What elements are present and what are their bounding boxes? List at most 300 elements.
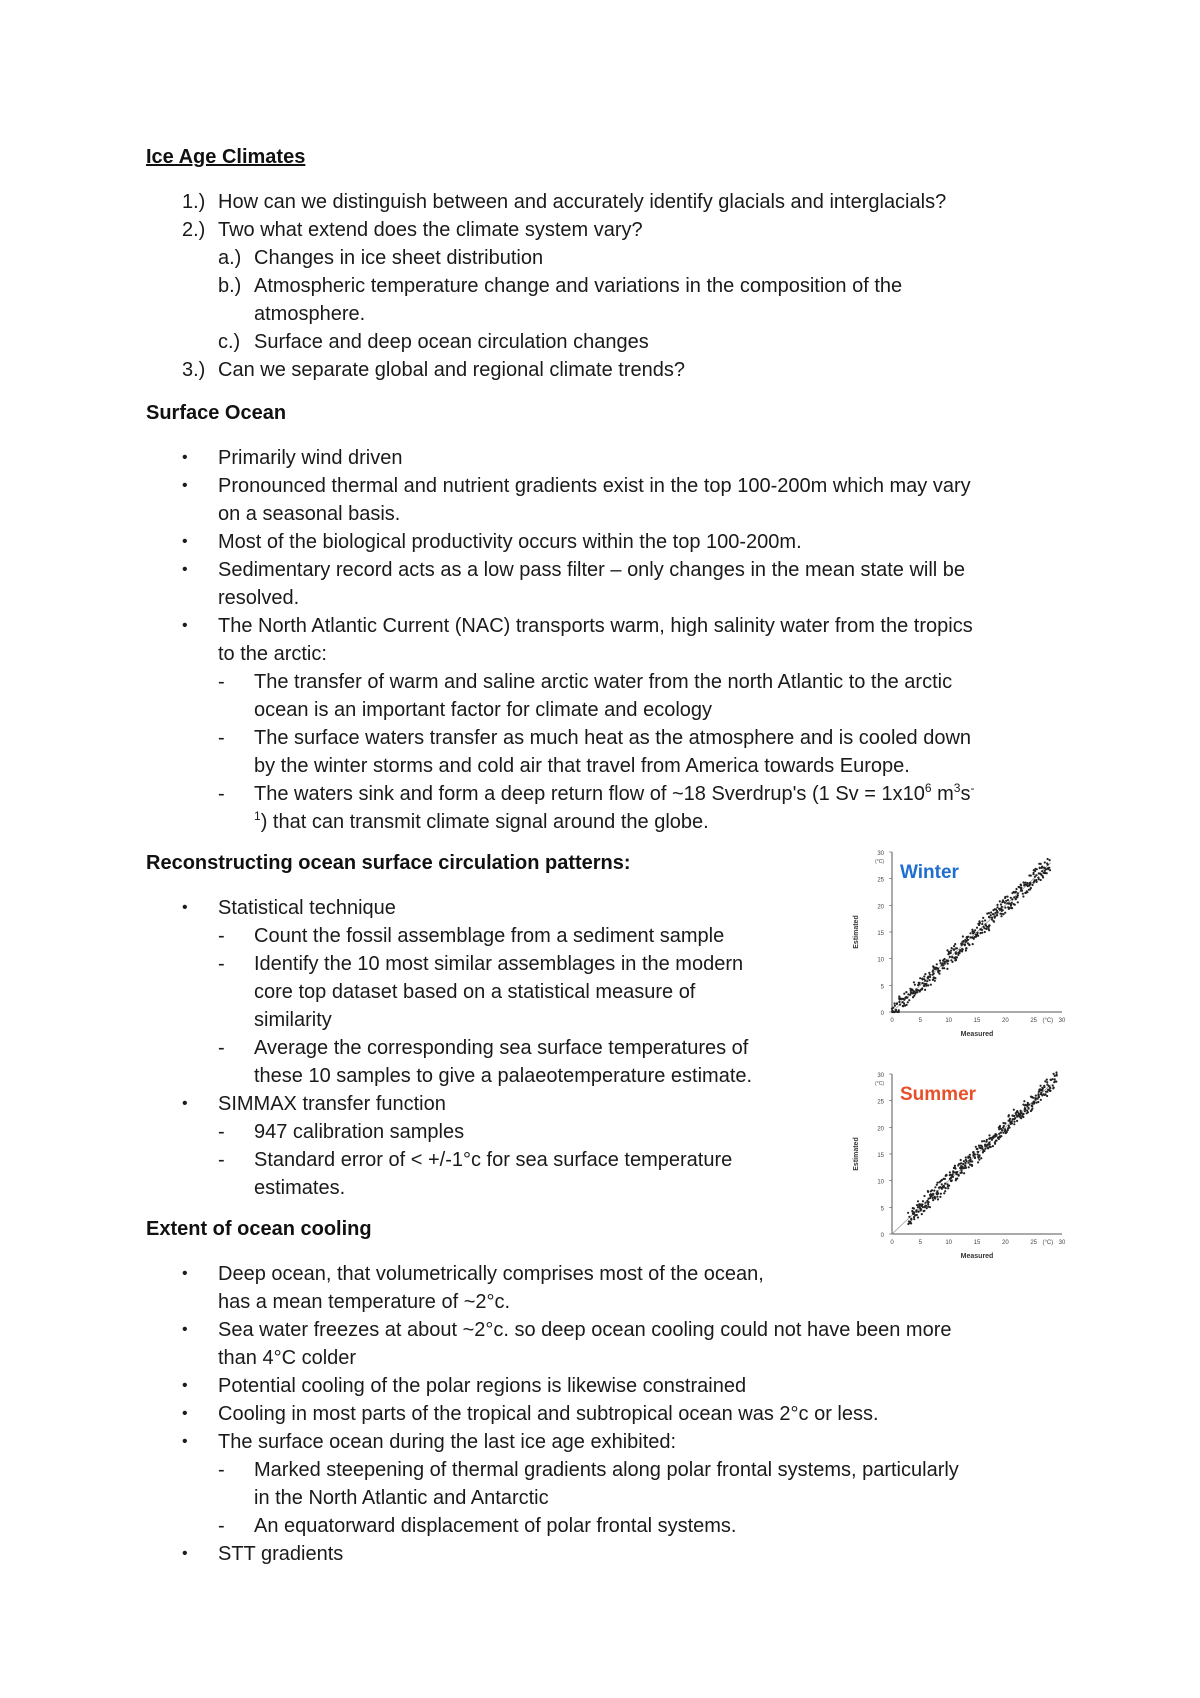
scatter-point xyxy=(947,1187,949,1189)
scatter-point xyxy=(932,1197,934,1199)
scatter-point xyxy=(920,1208,922,1210)
scatter-point xyxy=(1002,1132,1004,1134)
scatter-point xyxy=(907,1001,909,1003)
scatter-point xyxy=(919,977,921,979)
scatter-point xyxy=(1056,1074,1058,1076)
scatter-point xyxy=(990,911,992,913)
scatter-point xyxy=(947,963,949,965)
scatter-point xyxy=(944,1178,946,1180)
scatter-point xyxy=(973,931,975,933)
scatter-point xyxy=(916,991,918,993)
scatter-point xyxy=(1006,896,1008,898)
scatter-point xyxy=(936,1190,938,1192)
scatter-point xyxy=(978,920,980,922)
scatter-point xyxy=(976,1148,978,1150)
scatter-point xyxy=(1003,1125,1005,1127)
scatter-point xyxy=(934,1186,936,1188)
scatter-point xyxy=(968,1162,970,1164)
scatter-point xyxy=(992,1145,994,1147)
scatter-point xyxy=(942,962,944,964)
scatter-point xyxy=(951,956,953,958)
scatter-point xyxy=(917,1206,919,1208)
scatter-point xyxy=(988,924,990,926)
scatter-point xyxy=(990,1146,992,1148)
scatter-point xyxy=(903,1004,905,1006)
scatter-point xyxy=(907,1212,909,1214)
scatter-point xyxy=(1011,902,1013,904)
scatter-point xyxy=(1030,1096,1032,1098)
scatter-point xyxy=(939,1196,941,1198)
scatter-point xyxy=(1022,893,1024,895)
scatter-point xyxy=(965,1167,967,1169)
scatter-point xyxy=(903,1002,905,1004)
scatter-point xyxy=(1054,1078,1056,1080)
scatter-point xyxy=(996,906,998,908)
scatter-point xyxy=(994,1143,996,1145)
scatter-point xyxy=(1016,1116,1018,1118)
scatter-point xyxy=(1016,1120,1018,1122)
scatter-point xyxy=(1030,887,1032,889)
scatter-point xyxy=(941,1183,943,1185)
scatter-point xyxy=(994,917,996,919)
scatter-point xyxy=(1014,904,1016,906)
y-tick-label: 20 xyxy=(877,904,884,911)
scatter-point xyxy=(929,976,931,978)
scatter-point xyxy=(1044,1093,1046,1095)
scatter-point xyxy=(995,1140,997,1142)
scatter-point xyxy=(924,973,926,975)
scatter-point xyxy=(999,900,1001,902)
scatter-point xyxy=(893,1011,895,1013)
scatter-point xyxy=(912,1211,914,1213)
scatter-point xyxy=(1033,1101,1035,1103)
x-tick-label: 5 xyxy=(918,1018,923,1024)
scatter-point xyxy=(1023,1100,1025,1102)
scatter-point xyxy=(932,1199,934,1201)
scatter-point xyxy=(955,951,957,953)
scatter-point xyxy=(985,928,987,930)
scatter-point xyxy=(913,1218,915,1220)
scatter-point xyxy=(988,1134,990,1136)
scatter-point xyxy=(1044,861,1046,863)
scatter-point xyxy=(961,1172,963,1174)
scatter-point xyxy=(965,949,967,951)
scatter-point xyxy=(952,1176,954,1178)
scatter-point xyxy=(1004,902,1006,904)
scatter-point xyxy=(940,962,942,964)
scatter-point xyxy=(1010,897,1012,899)
scatter-point xyxy=(1007,1115,1009,1117)
scatter-point xyxy=(1032,873,1034,875)
scatter-point xyxy=(977,1153,979,1155)
scatter-point xyxy=(922,1206,924,1208)
scatter-point xyxy=(1004,1128,1006,1130)
scatter-point xyxy=(971,1165,973,1167)
scatter-point xyxy=(1004,896,1006,898)
y-tick-label: 15 xyxy=(877,931,884,937)
scatter-point xyxy=(960,1159,962,1161)
scatter-point xyxy=(1040,1099,1042,1101)
scatter-plot-summer xyxy=(846,1068,1092,1282)
x-tick-label: 0 xyxy=(890,1240,894,1246)
scatter-point xyxy=(995,1134,997,1136)
y-tick-label: 5 xyxy=(880,1206,884,1213)
scatter-point xyxy=(916,1204,918,1206)
scatter-point xyxy=(979,1154,981,1156)
scatter-point xyxy=(951,947,953,949)
scatter-point xyxy=(1002,913,1004,915)
document-page: Ice Age Climates 1.) How can we distinguish between and accurately identify glacials and interglacials? 2.) Two what extend does the climate system vary? a.) Changes in ice sheet distribution b.) Atmospheric temperature change and variations in the composition of the atmosphere. c.) Surface and deep ocean circulation changes 3.) Can we separate global and regional climate trends? Surface Ocean • Primarily wind driven • Pronounced thermal and nutrient gradients exist in the top 100-200m which may vary on a seasonal basis. • Most of the biological productivity occurs within the top 100-200m. • Sedimentary record acts as a low pass filter – only changes in the mean state will be resolved. • The North Atlantic Current (NAC) transports warm, high salinity water from the tropics to the arctic: - The transfer of warm and saline arctic water from the north Atlantic to the arctic ocean is an important factor for climate and ecology - The surface waters transfer as much heat as the atmosphere and is cooled down by the winter storms and cold air that travel from America towards Europe. - The waters sink and form a deep return flow of ~18 Sverdrup's (1 $Sv = 1x10^6$ $m^3s^-$ $^1$) that can transmit climate signal around the globe. Reconstructing ocean surface circulation patterns: • Statistical technique - Count the fossil assemblage from a sediment sample - Identify the 10 most similar assemblages in the modern core top dataset based on a statistical measure of similarity - Average the corresponding sea surface temperatures of these 10 samples to give a palaeotemperature estimate. • SIMMAX transfer function - 947 calibration samples - Standard error of < +/-1°c for sea surface temperature estimates. Extent of ocean cooling • Deep ocean, that volumetrically comprises most of the ocean, has a mean temperature of ~2°c. • Sea water freezes at about ~2°c. so deep ocean cooling could not have been more than 4°C colder • Potential cooling of the polar regions is likewise constrained • Cooling in most parts of the tropical and subtropical ocean was 2°c or less. • The surface ocean during the last ice age exhibited: - Marked steepening of thermal gradients along polar frontal systems, particularly in the North Atlantic and Antarctic - An equatorward displacement of polar frontal systems. • STT gradients 30 25 20 15 10 5 0 (°C) 0 5 10 15 20 25 (°C) 30 Measured Estimated Winter 30 25 20 15 10 5 0 (°C) 0 5 10 15 20 25 (°C) 30 Measured Estimated Summer xyxy=(0,0,1200,1698)
scatter-point xyxy=(990,914,992,916)
x-axis-title: Measured xyxy=(960,1253,994,1260)
scatter-point xyxy=(976,927,978,929)
scatter-point xyxy=(989,1144,991,1146)
scatter-point xyxy=(1001,910,1003,912)
x-tick-label: 5 xyxy=(918,1240,923,1246)
scatter-point xyxy=(965,1159,967,1161)
scatter-point xyxy=(1013,1121,1015,1123)
x-tick-label: 15 xyxy=(973,1240,981,1246)
scatter-point xyxy=(996,914,998,916)
y-tick-label: 25 xyxy=(877,877,884,884)
scatter-point xyxy=(1017,892,1019,894)
x-tick-label: 30 xyxy=(1058,1240,1066,1246)
scatter-point xyxy=(909,988,911,990)
y-tick-label: 5 xyxy=(880,984,884,991)
x-tick-label: (°C) xyxy=(1042,1240,1054,1246)
scatter-point xyxy=(960,1169,962,1171)
y-tick-label: 30 xyxy=(877,851,884,857)
scatter-point xyxy=(1046,872,1048,874)
scatter-point xyxy=(1035,1102,1037,1104)
scatter-point xyxy=(1015,891,1017,893)
scatter-point xyxy=(957,1164,959,1166)
scatter-point xyxy=(989,916,991,918)
scatter-point xyxy=(1055,1071,1057,1073)
scatter-point xyxy=(913,981,915,983)
scatter-point xyxy=(1011,898,1013,900)
x-tick-label: 10 xyxy=(945,1240,953,1246)
scatter-point xyxy=(980,1157,982,1159)
scatter-point xyxy=(934,1196,936,1198)
scatter-point xyxy=(939,960,941,962)
scatter-point xyxy=(981,920,983,922)
scatter-point xyxy=(984,923,986,925)
scatter-point xyxy=(1035,879,1037,881)
scatter-point xyxy=(1035,874,1037,876)
scatter-point xyxy=(921,978,923,980)
scatter-point xyxy=(988,912,990,914)
scatter-point xyxy=(956,947,958,949)
scatter-point xyxy=(1010,905,1012,907)
scatter-point xyxy=(978,1159,980,1161)
scatter-point xyxy=(1013,896,1015,898)
scatter-point xyxy=(990,1137,992,1139)
scatter-point xyxy=(899,1004,901,1006)
scatter-point xyxy=(1040,879,1042,881)
scatter-point xyxy=(975,1146,977,1148)
scatter-point xyxy=(917,1200,919,1202)
y-axis-title: Estimated xyxy=(853,1137,860,1171)
scatter-point xyxy=(946,1183,948,1185)
scatter-point xyxy=(1004,907,1006,909)
scatter-point xyxy=(1053,1087,1055,1089)
scatter-point xyxy=(923,985,925,987)
scatter-point xyxy=(977,1151,979,1153)
scatter-point xyxy=(963,1172,965,1174)
scatter-point xyxy=(1048,867,1050,869)
scatter-point xyxy=(950,952,952,954)
scatter-point xyxy=(915,1211,917,1213)
scatter-point xyxy=(965,947,967,949)
scatter-point xyxy=(1020,884,1022,886)
scatter-point xyxy=(934,980,936,982)
scatter-point xyxy=(981,923,983,925)
scatter-point xyxy=(1024,1110,1026,1112)
scatter-point xyxy=(1018,1115,1020,1117)
scatter-point xyxy=(1012,1115,1014,1117)
scatter-point xyxy=(950,950,952,952)
scatter-point xyxy=(958,1174,960,1176)
scatter-point xyxy=(1040,863,1042,865)
scatter-point xyxy=(1013,1123,1015,1125)
scatter-point xyxy=(944,1183,946,1185)
scatter-point xyxy=(957,954,959,956)
y-tick-label: 10 xyxy=(877,1179,884,1186)
scatter-point xyxy=(1049,1087,1051,1089)
scatter-point xyxy=(1047,864,1049,866)
scatter-point xyxy=(947,960,949,962)
scatter-point xyxy=(1038,1091,1040,1093)
scatter-point xyxy=(983,927,985,929)
scatter-point xyxy=(1043,1086,1045,1088)
scatter-point xyxy=(894,1002,896,1004)
scatter-point xyxy=(981,1140,983,1142)
scatter-point xyxy=(942,964,944,966)
heading-reconstructing: Reconstructing ocean surface circulation patterns: xyxy=(146,852,631,874)
scatter-point xyxy=(1046,1095,1048,1097)
scatter-point xyxy=(955,959,957,961)
scatter-point xyxy=(973,1151,975,1153)
scatter-point xyxy=(949,956,951,958)
x-tick-label: 0 xyxy=(890,1018,894,1024)
scatter-point xyxy=(967,936,969,938)
scatter-point xyxy=(1036,881,1038,883)
scatter-point xyxy=(987,1144,989,1146)
scatter-point xyxy=(937,971,939,973)
scatter-point xyxy=(1035,1095,1037,1097)
scatter-point xyxy=(944,1190,946,1192)
scatter-point xyxy=(923,1195,925,1197)
scatter-point xyxy=(906,1004,908,1006)
scatter-point xyxy=(1024,1104,1026,1106)
x-tick-label: 15 xyxy=(973,1018,981,1024)
scatter-point xyxy=(981,932,983,934)
scatter-point xyxy=(908,1216,910,1218)
scatter-point xyxy=(1021,890,1023,892)
scatter-point xyxy=(930,984,932,986)
scatter-point xyxy=(901,998,903,1000)
scatter-point xyxy=(1015,888,1017,890)
scatter-point xyxy=(1006,1131,1008,1133)
scatter-point xyxy=(927,984,929,986)
scatter-point xyxy=(936,1184,938,1186)
scatter-point xyxy=(1000,915,1002,917)
scatter-point xyxy=(1037,1098,1039,1100)
scatter-point xyxy=(936,1182,938,1184)
scatter-point xyxy=(910,1218,912,1220)
scatter-point xyxy=(1015,898,1017,900)
heading-surface-ocean: Surface Ocean xyxy=(146,402,287,424)
scatter-point xyxy=(1005,900,1007,902)
scatter-point xyxy=(962,943,964,945)
scatter-point xyxy=(905,991,907,993)
y-unit-label: (°C) xyxy=(875,1081,884,1087)
scatter-point xyxy=(1039,867,1041,869)
y-tick-label: 25 xyxy=(877,1099,884,1106)
heading-extent-ocean-cooling: Extent of ocean cooling xyxy=(146,1218,372,1240)
scatter-point xyxy=(980,1145,982,1147)
heading-ice-age-climates: Ice Age Climates xyxy=(146,146,306,168)
scatter-point xyxy=(946,968,948,970)
scatter-point xyxy=(991,917,993,919)
scatter-point xyxy=(1024,1108,1026,1110)
scatter-point xyxy=(974,929,976,931)
scatter-point xyxy=(959,952,961,954)
scatter-point xyxy=(1016,1110,1018,1112)
scatter-point xyxy=(1031,1105,1033,1107)
x-tick-label: 25 xyxy=(1030,1018,1038,1024)
scatter-point xyxy=(924,980,926,982)
scatter-point xyxy=(943,1185,945,1187)
scatter-point xyxy=(978,1145,980,1147)
scatter-point xyxy=(1022,1113,1024,1115)
scatter-point xyxy=(969,1154,971,1156)
scatter-point xyxy=(907,993,909,995)
scatter-point xyxy=(1041,1090,1043,1092)
scatter-point xyxy=(1049,869,1051,871)
scatter-point xyxy=(956,1171,958,1173)
scatter-point xyxy=(1042,1088,1044,1090)
scatter-point xyxy=(1022,881,1024,883)
scatter-point xyxy=(984,919,986,921)
scatter-point xyxy=(980,928,982,930)
scatter-point xyxy=(1011,1120,1013,1122)
scatter-point xyxy=(945,1187,947,1189)
scatter-point xyxy=(937,1192,939,1194)
scatter-point xyxy=(969,932,971,934)
scatter-point xyxy=(927,1202,929,1204)
scatter-point xyxy=(921,988,923,990)
scatter-point xyxy=(936,1196,938,1198)
scatter-point xyxy=(962,1163,964,1165)
scatter-point xyxy=(934,977,936,979)
scatter-point xyxy=(1032,1097,1034,1099)
scatter-point xyxy=(984,1148,986,1150)
x-tick-label: 25 xyxy=(1030,1240,1038,1246)
scatter-point xyxy=(898,995,900,997)
scatter-point xyxy=(1041,866,1043,868)
scatter-point xyxy=(1029,883,1031,885)
scatter-point xyxy=(1027,882,1029,884)
scatter-point xyxy=(953,945,955,947)
scatter-point xyxy=(941,1188,943,1190)
scatter-point xyxy=(944,963,946,965)
scatter-point xyxy=(912,996,914,998)
y-tick-label: 30 xyxy=(877,1073,884,1079)
scatter-point xyxy=(927,1203,929,1205)
scatter-point xyxy=(1049,859,1051,861)
scatter-point xyxy=(903,993,905,995)
scatter-point xyxy=(921,1203,923,1205)
scatter-point xyxy=(932,1194,934,1196)
scatter-point xyxy=(962,935,964,937)
scatter-point xyxy=(1007,1127,1009,1129)
scatter-point xyxy=(905,996,907,998)
scatter-point xyxy=(1000,903,1002,905)
scatter-point xyxy=(1040,1085,1042,1087)
scatter-point xyxy=(1037,1093,1039,1095)
scatter-point xyxy=(903,999,905,1001)
x-tick-label: 20 xyxy=(1001,1018,1009,1024)
scatter-point xyxy=(921,982,923,984)
scatter-point xyxy=(1017,894,1019,896)
scatter-point xyxy=(908,999,910,1001)
scatter-point xyxy=(1004,912,1006,914)
scatter-point xyxy=(891,1008,893,1010)
scatter-point xyxy=(950,1177,952,1179)
scatter-point xyxy=(1020,1117,1022,1119)
scatter-point xyxy=(898,1009,900,1011)
x-tick-label: 30 xyxy=(1058,1018,1066,1024)
scatter-point xyxy=(924,1205,926,1207)
scatter-point xyxy=(1013,1109,1015,1111)
scatter-point xyxy=(1036,868,1038,870)
scatter-point xyxy=(999,1126,1001,1128)
scatter-point xyxy=(1028,874,1030,876)
scatter-point xyxy=(1017,901,1019,903)
scatter-point xyxy=(1046,1091,1048,1093)
scatter-point xyxy=(933,973,935,975)
scatter-point xyxy=(996,912,998,914)
scatter-point xyxy=(1047,858,1049,860)
scatter-point xyxy=(925,983,927,985)
scatter-point xyxy=(933,1190,935,1192)
scatter-point xyxy=(1022,1116,1024,1118)
chart-title: Winter xyxy=(900,862,959,883)
chart-title: Summer xyxy=(900,1084,977,1105)
scatter-point xyxy=(896,1003,898,1005)
scatter-point xyxy=(993,913,995,915)
scatter-point xyxy=(975,936,977,938)
scatter-point xyxy=(1052,1084,1054,1086)
y-tick-label: 15 xyxy=(877,1153,884,1159)
scatter-point xyxy=(972,1155,974,1157)
scatter-point xyxy=(969,1157,971,1159)
scatter-point xyxy=(977,1161,979,1163)
scatter-point xyxy=(914,984,916,986)
scatter-point xyxy=(923,1210,925,1212)
scatter-point xyxy=(982,1150,984,1152)
scatter-point xyxy=(1046,1079,1048,1081)
scatter-point xyxy=(944,958,946,960)
scatter-point xyxy=(999,908,1001,910)
scatter-point xyxy=(919,982,921,984)
scatter-point xyxy=(1026,1112,1028,1114)
scatter-point xyxy=(952,948,954,950)
scatter-point xyxy=(932,979,934,981)
scatter-point xyxy=(943,967,945,969)
